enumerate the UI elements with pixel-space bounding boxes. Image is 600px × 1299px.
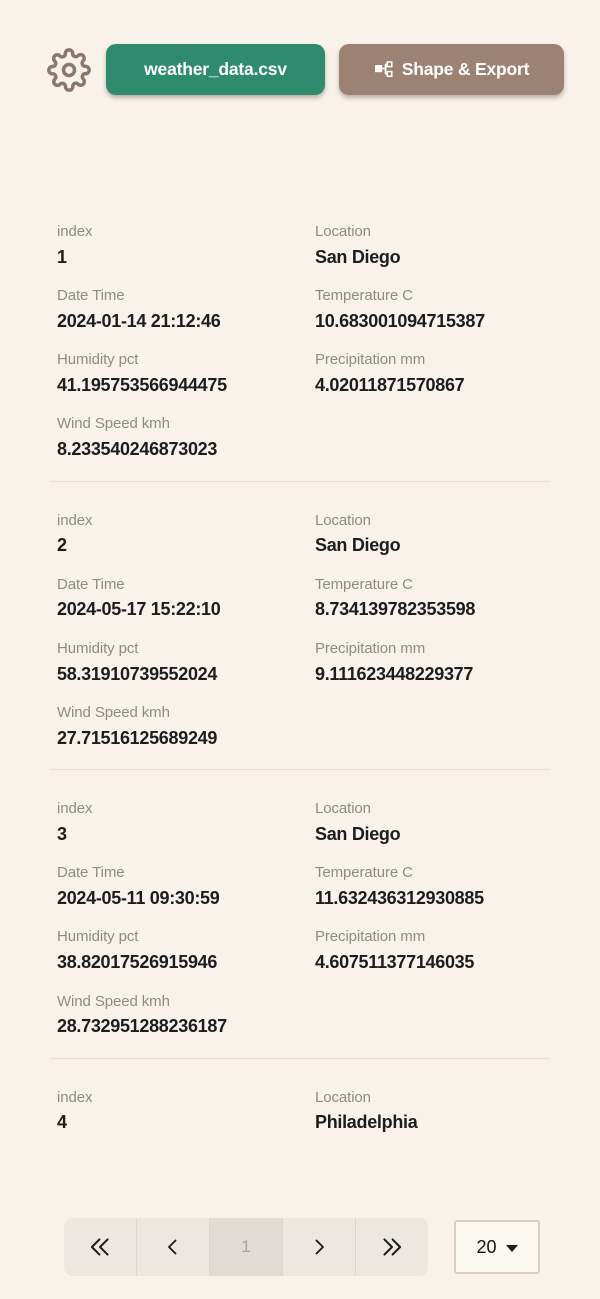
field-value: 27.71516125689249 — [57, 727, 218, 748]
field-value: San Diego — [315, 823, 401, 844]
page-size-value: 20 — [476, 1236, 497, 1257]
shape-export-button[interactable] — [339, 44, 564, 95]
field-index — [50, 800, 300, 846]
prev-page-button[interactable] — [137, 1218, 210, 1276]
chevrons-left-icon — [87, 1234, 113, 1260]
field-precipitation-mm — [300, 640, 550, 686]
field-label: Wind Speed kmh — [57, 992, 170, 1010]
pagination-bar — [64, 1218, 540, 1276]
field-value: 8.233540246873023 — [57, 439, 218, 460]
field-value: 11.632436312930885 — [315, 888, 484, 909]
field-temperature-c — [300, 864, 550, 910]
field-value: 3 — [57, 823, 67, 844]
field-value: 1 — [57, 246, 67, 267]
field-wind-speed-kmh — [50, 704, 300, 750]
header — [0, 0, 600, 95]
field-label: Date Time — [57, 864, 125, 882]
field-value: 38.82017526915946 — [57, 952, 218, 973]
field-label: Humidity pct — [57, 351, 139, 369]
shape-export-label: Shape & Export — [401, 59, 530, 79]
settings-button[interactable] — [46, 46, 92, 94]
first-page-button[interactable] — [64, 1218, 137, 1276]
field-location — [300, 1089, 550, 1135]
tree-nodes-icon — [374, 60, 393, 79]
field-value: 10.683001094715387 — [315, 310, 485, 331]
field-value: San Diego — [315, 246, 401, 267]
field-index — [50, 223, 300, 269]
field-location — [300, 223, 550, 269]
field-label: Location — [315, 223, 371, 240]
page-size-select[interactable] — [454, 1220, 540, 1274]
record — [50, 1059, 550, 1154]
field-value: 2024-05-17 15:22:10 — [57, 599, 221, 620]
pager-button-group — [64, 1218, 428, 1276]
field-label: Temperature C — [315, 575, 413, 593]
records-list — [50, 223, 550, 1154]
field-value: 41.195753566944475 — [57, 375, 227, 396]
field-label: Precipitation mm — [315, 639, 426, 657]
field-label: Location — [315, 511, 371, 529]
field-value: 28.732951288236187 — [57, 1016, 227, 1037]
field-date-time — [50, 864, 300, 910]
field-temperature-c — [300, 287, 550, 333]
field-label: index — [57, 1088, 93, 1106]
field-value: 4 — [57, 1112, 67, 1133]
field-label: Location — [315, 1088, 371, 1106]
field-index — [50, 1089, 300, 1135]
field-humidity-pct — [50, 640, 300, 686]
field-value: 2 — [57, 535, 67, 556]
field-value: Philadelphia — [315, 1112, 418, 1133]
record — [50, 770, 550, 1059]
field-wind-speed-kmh — [50, 415, 300, 461]
field-value: 4.607511377146035 — [315, 952, 475, 973]
field-precipitation-mm — [300, 351, 550, 397]
field-label: Location — [315, 800, 371, 818]
field-humidity-pct — [50, 928, 300, 974]
field-label: Humidity pct — [57, 928, 139, 946]
field-wind-speed-kmh — [50, 993, 300, 1039]
field-precipitation-mm — [300, 928, 550, 974]
chevron-right-icon — [307, 1235, 331, 1259]
field-location — [300, 800, 550, 846]
field-label: Wind Speed kmh — [57, 703, 170, 721]
field-label: Precipitation mm — [315, 928, 426, 946]
caret-down-icon — [506, 1245, 518, 1252]
field-label: Date Time — [57, 287, 125, 305]
field-label: Temperature C — [315, 864, 413, 882]
next-page-button[interactable] — [283, 1218, 356, 1276]
field-label: index — [57, 223, 93, 240]
field-label: index — [57, 800, 93, 818]
field-label: Date Time — [57, 575, 125, 593]
field-label: Humidity pct — [57, 639, 139, 657]
file-name-button[interactable] — [106, 44, 325, 95]
field-value: San Diego — [315, 535, 401, 556]
field-value: 2024-05-11 09:30:59 — [57, 888, 220, 909]
file-name-label: weather_data.csv — [144, 59, 287, 79]
field-date-time — [50, 576, 300, 622]
field-temperature-c — [300, 576, 550, 622]
field-value: 8.734139782353598 — [315, 599, 476, 620]
field-value: 2024-01-14 21:12:46 — [57, 310, 221, 331]
field-value: 58.31910739552024 — [57, 663, 218, 684]
field-label: Precipitation mm — [315, 351, 426, 369]
field-location — [300, 512, 550, 558]
last-page-button[interactable] — [356, 1218, 428, 1276]
field-humidity-pct — [50, 351, 300, 397]
field-label: Temperature C — [315, 287, 413, 305]
chevrons-right-icon — [379, 1234, 405, 1260]
field-label: index — [57, 511, 93, 529]
field-value: 4.02011871570867 — [315, 375, 465, 396]
field-date-time — [50, 287, 300, 333]
chevron-left-icon — [161, 1235, 185, 1259]
record — [50, 482, 550, 771]
field-label: Wind Speed kmh — [57, 415, 170, 433]
record — [50, 223, 550, 482]
field-index — [50, 512, 300, 558]
gear-icon — [47, 48, 91, 92]
current-page-indicator: 1 — [210, 1218, 283, 1276]
field-value: 9.111623448229377 — [315, 663, 474, 684]
